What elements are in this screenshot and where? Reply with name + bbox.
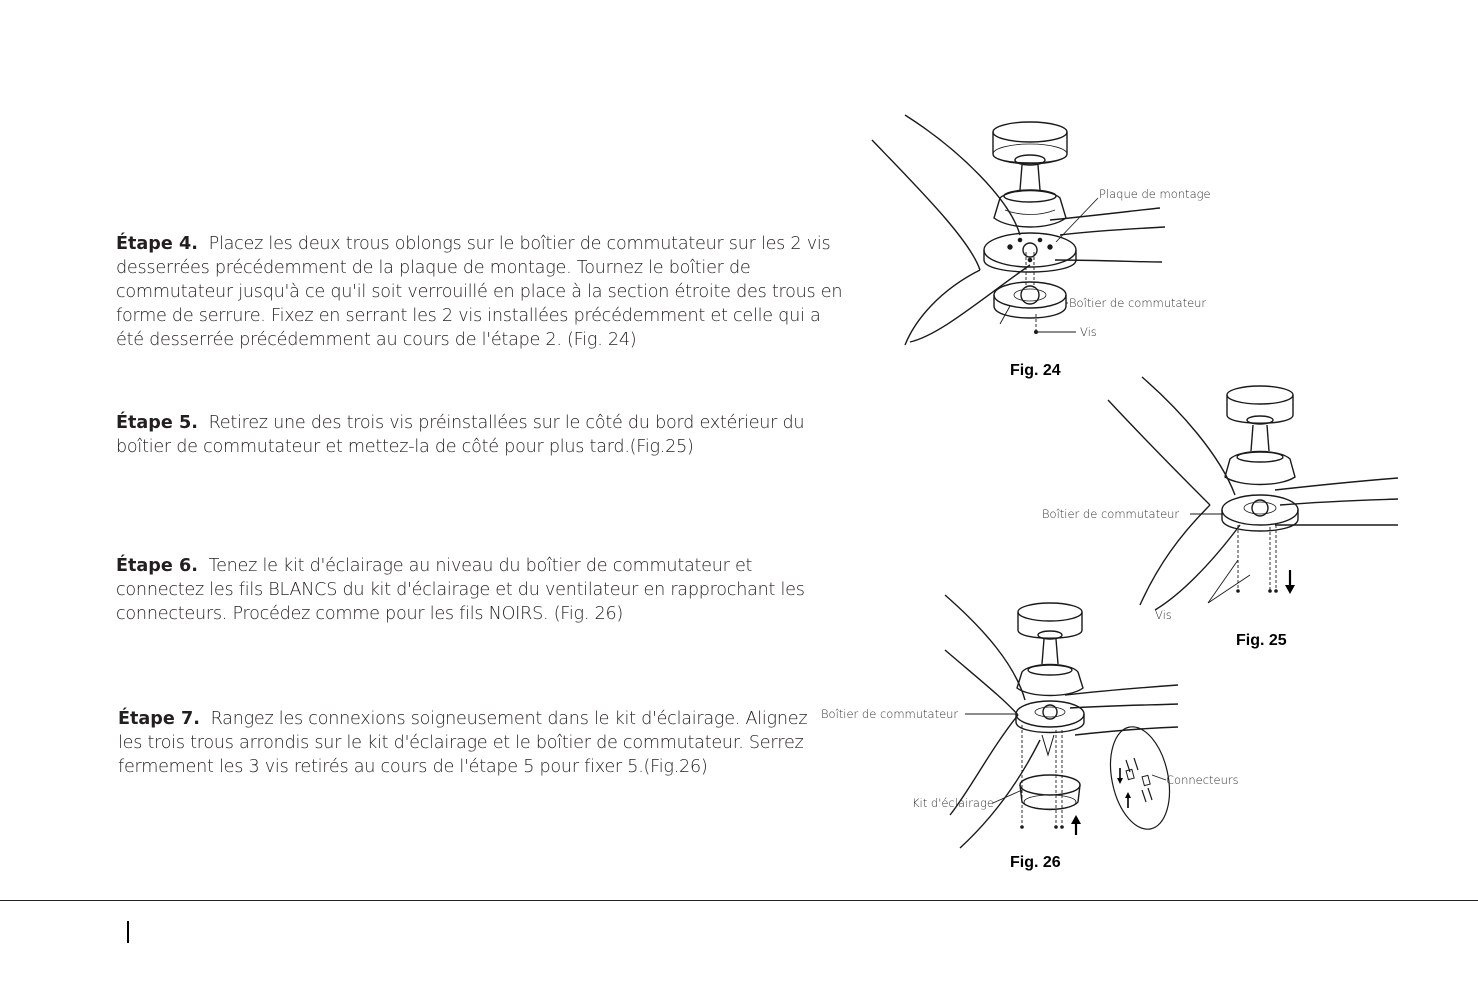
step-6-line-2: connectez les fils BLANCS du kit d'éclairage et du ventilateur en rapprochant les [116,580,805,600]
footer-divider [0,900,1478,901]
step-6-line-3: connecteurs. Procédez comme pour les fils NOIRS. (Fig. 26) [116,604,624,624]
step-7-line-3: fermement les 3 vis retirés au cours de l'étape 5 pour fixer 5.(Fig.26) [118,757,708,777]
step-4 [116,232,856,352]
step-6-line-1: Tenez le kit d'éclairage au niveau du boîtier de commutateur et [208,556,753,576]
step-4-line-3: commutateur jusqu'à ce qu'il soit verrouillé en place à la section étroite des trous en [116,282,843,302]
fig-25-callout-switch-housing: Boîtier de commutateur [1042,507,1180,521]
fig-26-callout-light-kit: Kit d'éclairage [912,796,994,810]
fig-26-title: Fig. 26 [1010,854,1061,871]
step-6-label: Étape 6. [116,556,198,576]
step-7-label: Étape 7. [118,709,200,729]
step-4-label: Étape 4. [116,234,198,254]
step-5-line-2: boîtier de commutateur et mettez-la de côté pour plus tard.(Fig.25) [116,437,694,457]
step-7-line-1: Rangez les connexions soigneusement dans le kit d'éclairage. Alignez [210,709,808,729]
step-4-line-5: été desserrée précédemment au cours de l'étape 2. (Fig. 24) [116,330,637,350]
fig-25-title: Fig. 25 [1236,632,1287,649]
fig-24-callout-switch-housing: Boîtier de commutateur [1069,296,1207,310]
footer-page-marker [127,921,129,943]
fig-25-illustration [1100,375,1400,625]
fig-25-callout-screw: Vis [1155,608,1172,622]
step-4-line-2: desserrées précédemment de la plaque de montage. Tournez le boîtier de [116,258,751,278]
fig-24-illustration [860,110,1220,360]
step-7 [118,707,858,779]
step-5-label: Étape 5. [116,413,198,433]
step-4-line-4: forme de serrure. Fixez en serrant les 2 vis installées précédemment et celle qui a [116,306,821,326]
fig-26-illustration [930,590,1250,860]
fig-26-callout-connectors: Connecteurs [1166,773,1239,787]
step-5 [116,411,856,459]
step-5-line-1: Retirez une des trois vis préinstallées sur le côté du bord extérieur du [208,413,805,433]
step-6 [116,554,856,626]
step-4-line-1: Placez les deux trous oblongs sur le boîtier de commutateur sur les 2 vis [208,234,831,254]
fig-24-callout-screw: Vis [1080,325,1097,339]
fig-24-callout-mounting-plate: Plaque de montage [1099,187,1211,201]
fig-26-callout-switch-housing: Boîtier de commutateur [821,707,959,721]
step-7-line-2: les trois trous arrondis sur le kit d'éclairage et le boîtier de commutateur. Serrez [118,733,804,753]
fig-24-title: Fig. 24 [1010,362,1061,379]
